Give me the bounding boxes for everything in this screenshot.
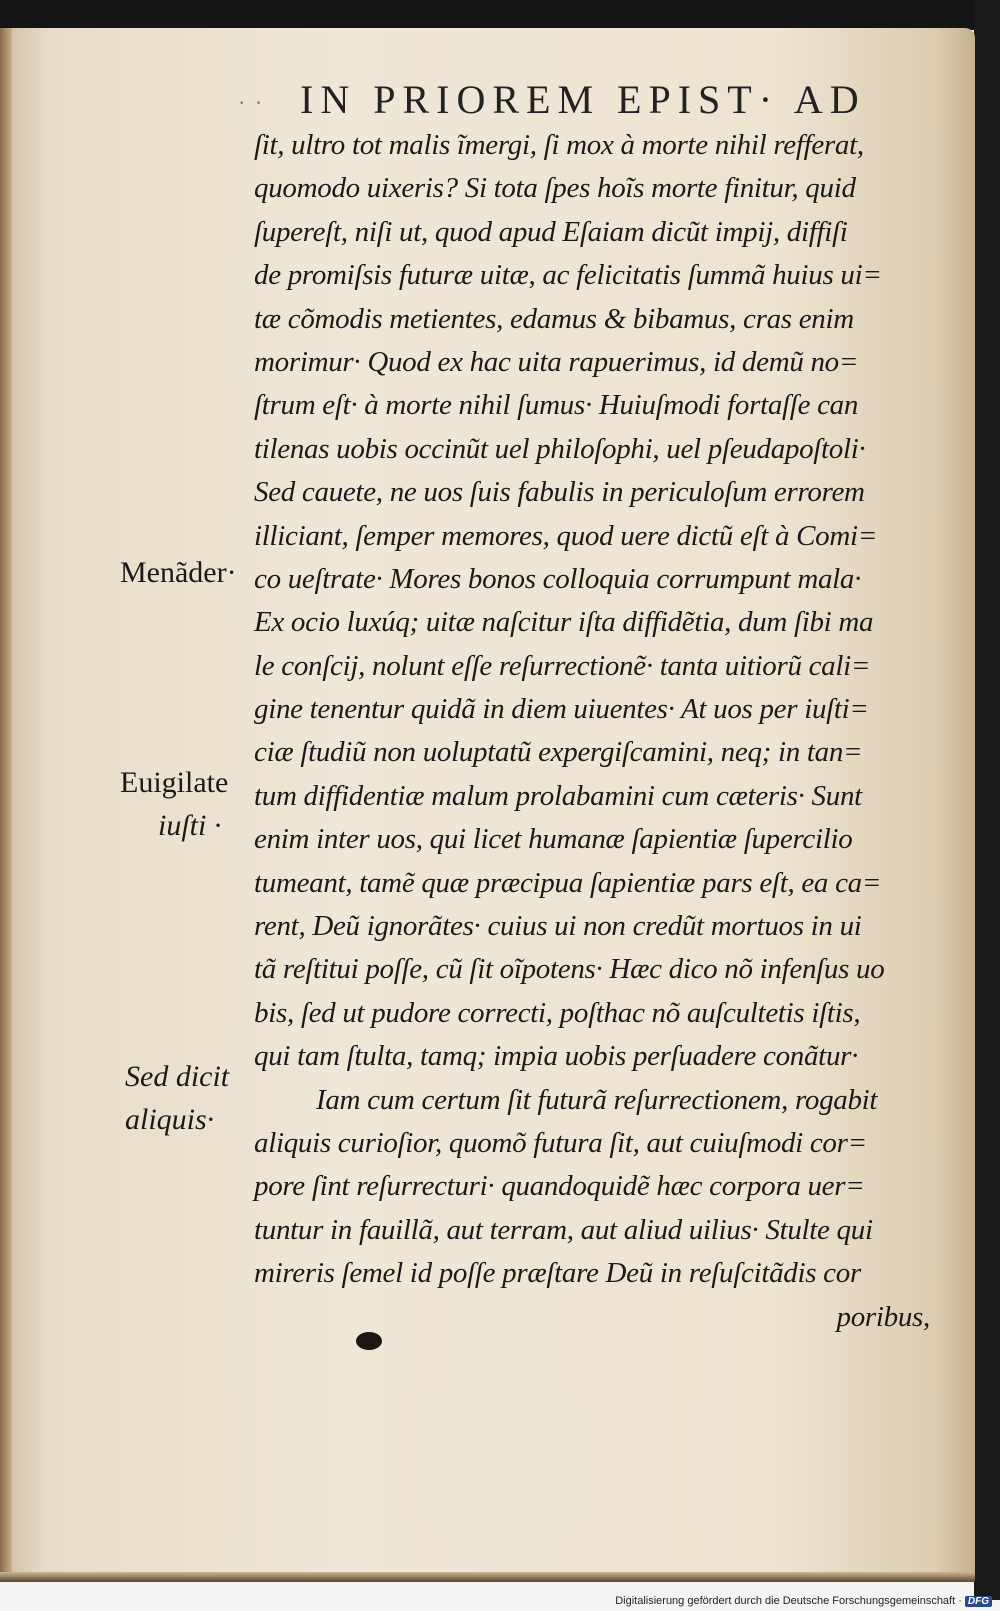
margin-note-menander: Menãder· <box>120 556 237 589</box>
text-line: ſupereſt, niſi ut, quod apud Eſaiam dicũt impij, diffiſi <box>254 215 848 248</box>
margin-note-sed-dicit: Sed dicit <box>125 1060 230 1093</box>
digitization-credit <box>615 1595 992 1607</box>
text-line: rent, Deũ ignorãtes· cuius ui non credũt mortuos in ui <box>254 910 862 943</box>
text-line: aliquis curioſior, quomõ futura ſit, aut cuiuſmodi cor= <box>254 1126 867 1159</box>
text-line: bis, ſed ut pudore correcti, poſthac nõ auſcultetis iſtis, <box>254 996 861 1029</box>
text-line: mireris ſemel id poſſe præſtare Deũ in reſuſcitãdis cor <box>254 1257 861 1290</box>
margin-note-euigilate: Euigilate <box>120 766 229 799</box>
text-line: ciæ ſtudiũ non uoluptatũ expergiſcamini, neq; in tan= <box>254 736 863 769</box>
text-line: gine tenentur quidã in diem uiuentes· At uos per iuſti= <box>254 693 869 726</box>
text-line: tumeant, tamẽ quæ præcipua ſapientiæ pars eſt, ea ca= <box>254 866 882 899</box>
text-line: enim inter uos, qui licet humanæ ſapientiæ ſupercilio <box>254 823 853 856</box>
text-line: qui tam ſtulta, tamq; impia uobis perſuadere conãtur· <box>254 1040 859 1073</box>
text-line: illiciant, ſemper memores, quod uere dictũ eſt à Comi= <box>254 519 878 552</box>
margin-note-aliquis: aliquis· <box>125 1103 215 1136</box>
margin-note-iusti: iuſti · <box>158 809 222 842</box>
scan-background-right <box>974 0 1000 1600</box>
text-line: pore ſint reſurrecturi· quandoquidẽ hæc corpora uer= <box>254 1170 865 1203</box>
page-edge-bottom <box>0 1572 975 1582</box>
header-ornament: · · <box>238 90 265 115</box>
main-text-block <box>254 124 954 1339</box>
credit-text: Digitalisierung gefördert durch die Deutsche Forschungsgemeinschaft · <box>615 1595 962 1607</box>
text-line: co ueſtrate· Mores bonos colloquia corrumpunt mala· <box>254 562 862 595</box>
text-line: tuntur in fauillã, aut terram, aut aliud uilius· Stulte qui <box>254 1213 873 1246</box>
text-line: le conſcij, nolunt eſſe reſurrectionẽ· tanta uitiorũ cali= <box>254 649 871 682</box>
text-line: morimur· Quod ex hac uita rapuerimus, id demũ no= <box>254 345 859 378</box>
text-line: Sed cauete, ne uos ſuis fabulis in periculoſum errorem <box>254 476 865 509</box>
ink-blot <box>356 1332 382 1350</box>
text-line: de promiſsis futuræ uitæ, ac felicitatis ſummã huius ui= <box>254 259 882 292</box>
text-line: tã reſtitui poſſe, cũ ſit oĩpotens· Hæc dico nõ infenſus uo <box>254 953 885 986</box>
scan-background-top <box>0 0 1000 30</box>
running-head: IN PRIOREM EPIST· AD <box>300 77 866 122</box>
text-line: Ex ocio luxúq; uitæ naſcitur iſta diffidẽtia, dum ſibi ma <box>254 606 874 639</box>
text-line: ſtrum eſt· à morte nihil ſumus· Huiuſmodi fortaſſe can <box>254 389 859 422</box>
catchword: poribus, <box>836 1300 930 1333</box>
text-line: tum diffidentiæ malum prolabamini cum cæteris· Sunt <box>254 779 862 812</box>
text-line: ſit, ultro tot malis ĩmergi, ſi mox à morte nihil refferat, <box>254 129 864 161</box>
page-edge-left <box>0 28 12 1580</box>
text-line: tæ cõmodis metientes, edamus & bibamus, cras enim <box>254 302 854 335</box>
dfg-logo: DFG <box>965 1596 992 1607</box>
text-line: quomodo uixeris? Si tota ſpes hoĩs morte finitur, quid <box>254 172 856 205</box>
text-line: tilenas uobis occinũt uel philoſophi, uel pſeudapoſtoli· <box>254 432 866 465</box>
text-line: Iam cum certum ſit futurã reſurrectionem, rogabit <box>316 1083 878 1116</box>
